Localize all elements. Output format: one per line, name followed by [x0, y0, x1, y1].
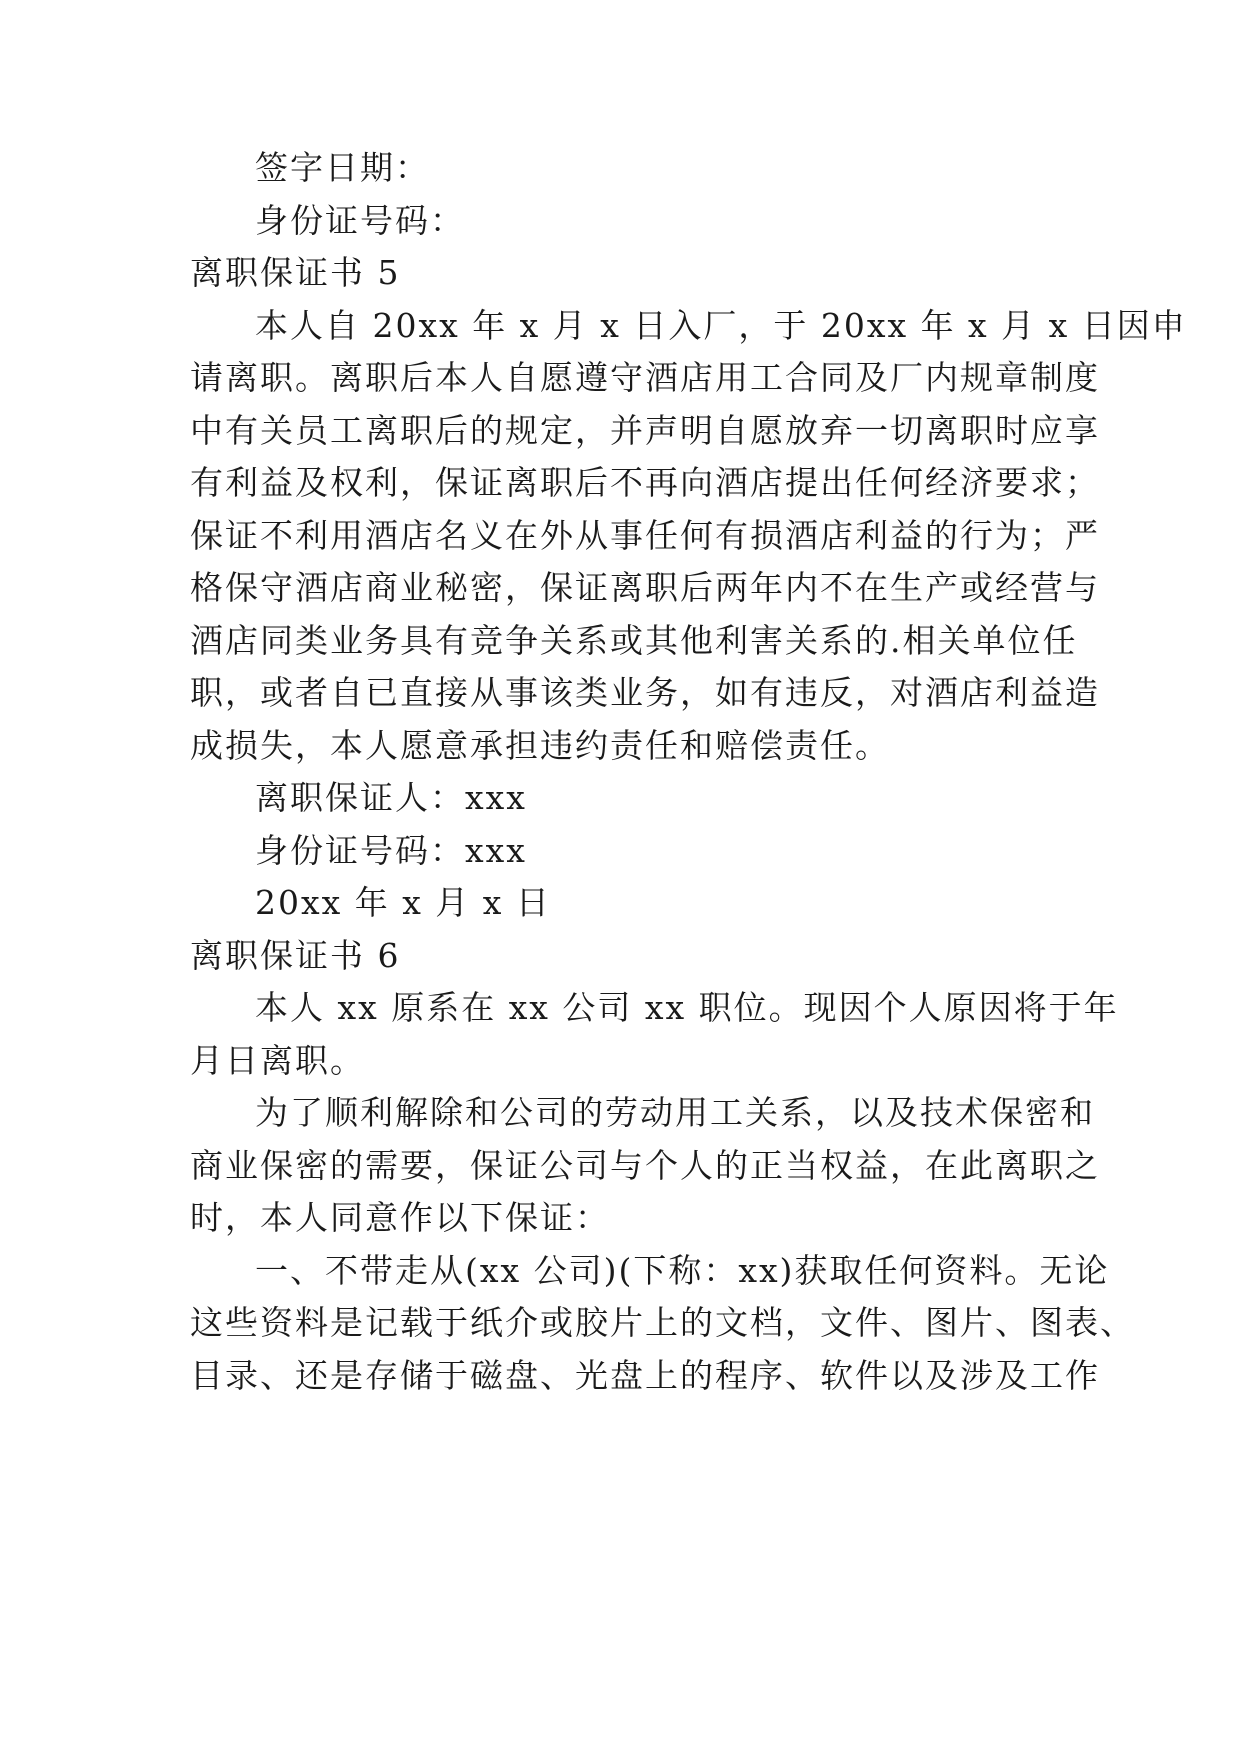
paragraph-line: 月日离职。 — [190, 1041, 365, 1080]
paragraph-line: 格保守酒店商业秘密，保证离职后两年内不在生产或经营与 — [190, 568, 1100, 607]
paragraph-line: 一、不带走从(xx 公司)(下称：xx)获取任何资料。无论 — [255, 1251, 1110, 1290]
signature-date-label: 签字日期： — [255, 148, 430, 187]
paragraph-line: 酒店同类业务具有竞争关系或其他利害关系的.相关单位任 — [190, 621, 1078, 660]
date-line: 20xx 年 x 月 x 日 — [255, 883, 551, 922]
paragraph-line: 本人自 20xx 年 x 月 x 日入厂，于 20xx 年 x 月 x 日因申 — [255, 306, 1187, 345]
paragraph-line: 本人 xx 原系在 xx 公司 xx 职位。现因个人原因将于年 — [255, 988, 1119, 1027]
section-heading-6: 离职保证书 6 — [190, 936, 401, 975]
section-heading-5: 离职保证书 5 — [190, 253, 401, 292]
guarantor-label: 离职保证人：xxx — [255, 778, 527, 817]
paragraph-line: 这些资料是记载于纸介或胶片上的文档，文件、图片、图表、 — [190, 1303, 1135, 1342]
paragraph-line: 有利益及权利，保证离职后不再向酒店提出任何经济要求； — [190, 463, 1100, 502]
paragraph-line: 成损失，本人愿意承担违约责任和赔偿责任。 — [190, 726, 890, 765]
paragraph-line: 中有关员工离职后的规定，并声明自愿放弃一切离职时应享 — [190, 411, 1100, 450]
paragraph-line: 商业保密的需要，保证公司与个人的正当权益，在此离职之 — [190, 1146, 1100, 1185]
paragraph-line: 目录、还是存储于磁盘、光盘上的程序、软件以及涉及工作 — [190, 1356, 1100, 1395]
paragraph-line: 请离职。离职后本人自愿遵守酒店用工合同及厂内规章制度 — [190, 358, 1100, 397]
paragraph-line: 保证不利用酒店名义在外从事任何有损酒店利益的行为；严 — [190, 516, 1100, 555]
id-number-value: 身份证号码：xxx — [255, 831, 527, 870]
id-number-label: 身份证号码： — [255, 201, 465, 240]
paragraph-line: 职，或者自已直接从事该类业务，如有违反，对酒店利益造 — [190, 673, 1100, 712]
paragraph-line: 为了顺利解除和公司的劳动用工关系，以及技术保密和 — [255, 1093, 1095, 1132]
paragraph-line: 时，本人同意作以下保证： — [190, 1198, 610, 1237]
